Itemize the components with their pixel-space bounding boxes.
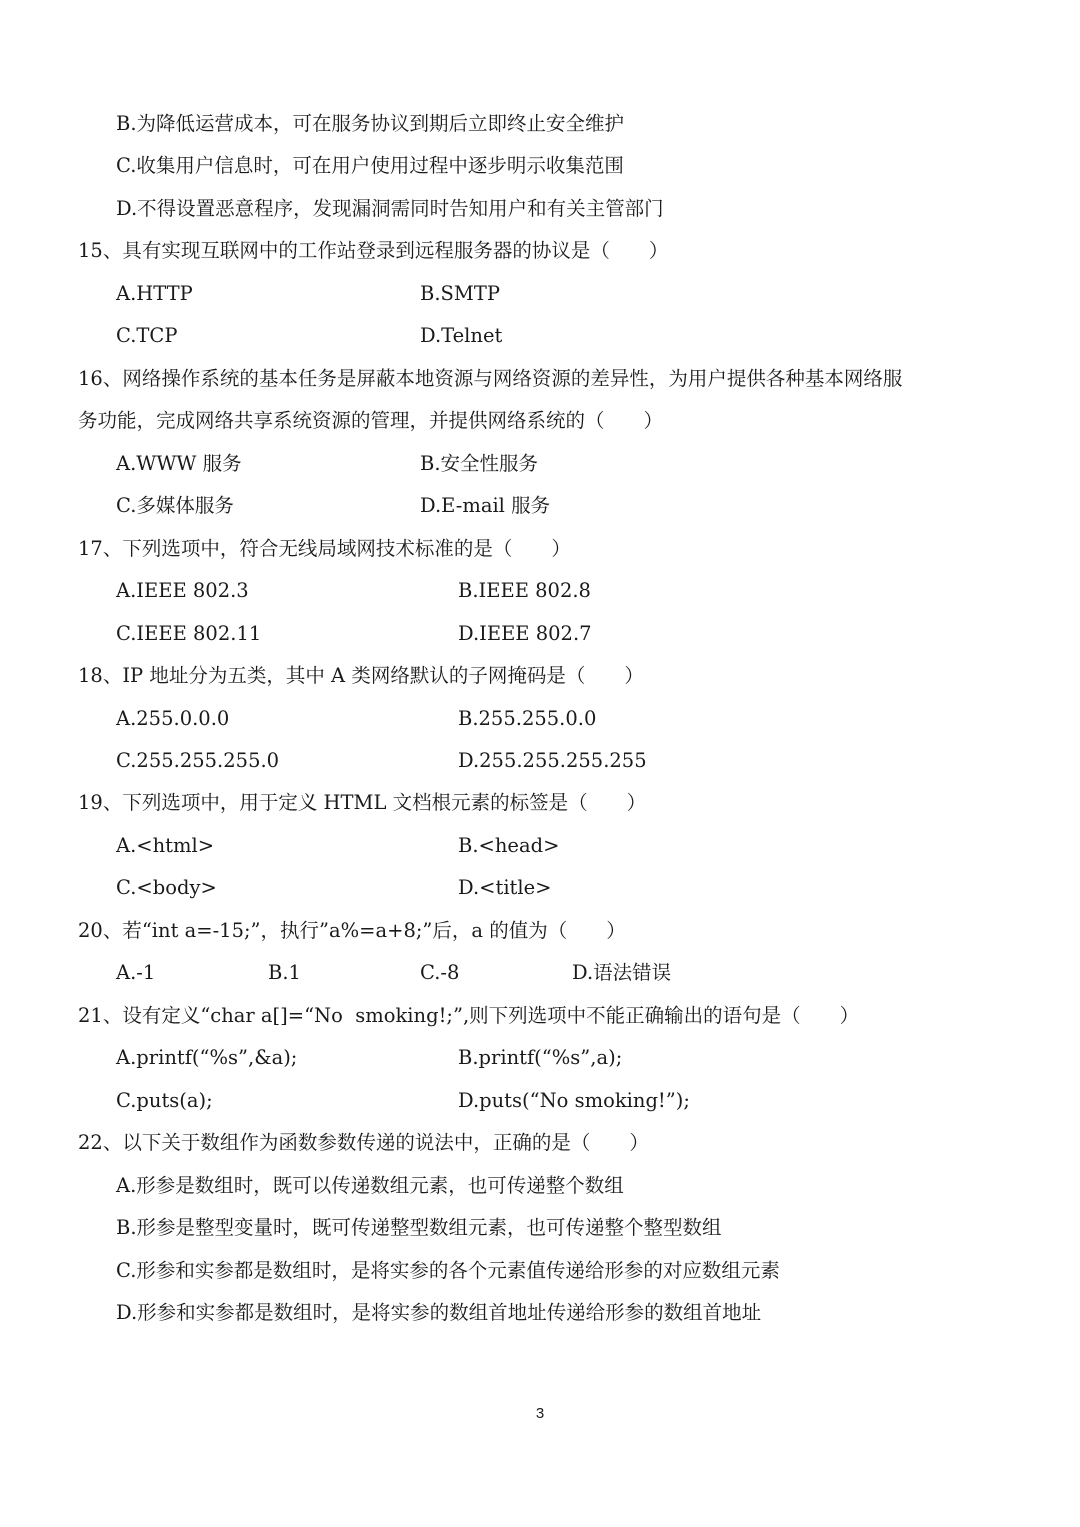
- q16-option-c: C.多媒体服务: [116, 494, 234, 517]
- q19-option-c: C.<body>: [116, 876, 217, 899]
- q22-stem: 22、以下关于数组作为函数参数传递的说法中，正确的是（ ）: [78, 1131, 649, 1154]
- q20-stem: 20、若“int a=-15;”，执行”a%=a+8;”后，a 的值为（ ）: [78, 919, 626, 942]
- q21-option-a: A.printf(“%s”,&a);: [116, 1046, 298, 1069]
- q17-stem: 17、下列选项中，符合无线局域网技术标准的是（ ）: [78, 537, 571, 560]
- q15-option-a: A.HTTP: [116, 282, 193, 305]
- q15-option-d: D.Telnet: [420, 324, 503, 347]
- page-number: 3: [535, 1405, 545, 1422]
- q15-stem: 15、具有实现互联网中的工作站登录到远程服务器的协议是（ ）: [78, 239, 669, 262]
- q16-option-b: B.安全性服务: [420, 452, 539, 475]
- q19-option-d: D.<title>: [458, 876, 552, 899]
- q20-option-c: C.-8: [420, 961, 460, 984]
- q17-option-d: D.IEEE 802.7: [458, 622, 592, 645]
- q22-option-a: A.形参是数组时，既可以传递数组元素，也可传递整个数组: [116, 1174, 624, 1197]
- q18-option-b: B.255.255.0.0: [458, 707, 597, 730]
- q22-option-b: B.形参是整型变量时，既可传递整型数组元素，也可传递整个整型数组: [116, 1216, 722, 1239]
- q19-option-b: B.<head>: [458, 834, 560, 857]
- q18-stem: 18、IP 地址分为五类，其中 A 类网络默认的子网掩码是（ ）: [78, 664, 644, 687]
- q18-option-a: A.255.0.0.0: [116, 707, 230, 730]
- q21-option-d: D.puts(“No smoking!”);: [458, 1089, 690, 1112]
- q20-option-d: D.语法错误: [572, 961, 672, 984]
- q14-option-c: C.收集用户信息时，可在用户使用过程中逐步明示收集范围: [116, 154, 624, 177]
- q14-option-d: D.不得设置恶意程序，发现漏洞需同时告知用户和有关主管部门: [116, 197, 664, 220]
- q19-option-a: A.<html>: [116, 834, 215, 857]
- q19-stem: 19、下列选项中，用于定义 HTML 文档根元素的标签是（ ）: [78, 791, 647, 814]
- q22-option-c: C.形参和实参都是数组时，是将实参的各个元素值传递给形参的对应数组元素: [116, 1259, 780, 1282]
- q21-stem: 21、设有定义“char a[]=“No smoking!;”,则下列选项中不能正确输出的语句是（ ）: [78, 1004, 860, 1027]
- q17-option-c: C.IEEE 802.11: [116, 622, 262, 645]
- q14-option-b: B.为降低运营成本，可在服务协议到期后立即终止安全维护: [116, 112, 625, 135]
- q21-option-b: B.printf(“%s”,a);: [458, 1046, 623, 1069]
- q15-option-c: C.TCP: [116, 324, 178, 347]
- q21-option-c: C.puts(a);: [116, 1089, 213, 1112]
- q16-option-a: A.WWW 服务: [116, 452, 242, 475]
- q16-stem-line1: 16、网络操作系统的基本任务是屏蔽本地资源与网络资源的差异性，为用户提供各种基本网络服: [78, 367, 903, 390]
- q22-option-d: D.形参和实参都是数组时，是将实参的数组首地址传递给形参的数组首地址: [116, 1301, 762, 1324]
- q20-option-a: A.-1: [116, 961, 156, 984]
- q15-option-b: B.SMTP: [420, 282, 500, 305]
- q17-option-b: B.IEEE 802.8: [458, 579, 591, 602]
- q17-option-a: A.IEEE 802.3: [116, 579, 249, 602]
- q16-stem-line2: 务功能，完成网络共享系统资源的管理，并提供网络系统的（ ）: [78, 409, 664, 432]
- q18-option-d: D.255.255.255.255: [458, 749, 647, 772]
- q20-option-b: B.1: [268, 961, 301, 984]
- q18-option-c: C.255.255.255.0: [116, 749, 280, 772]
- q16-option-d: D.E-mail 服务: [420, 494, 551, 517]
